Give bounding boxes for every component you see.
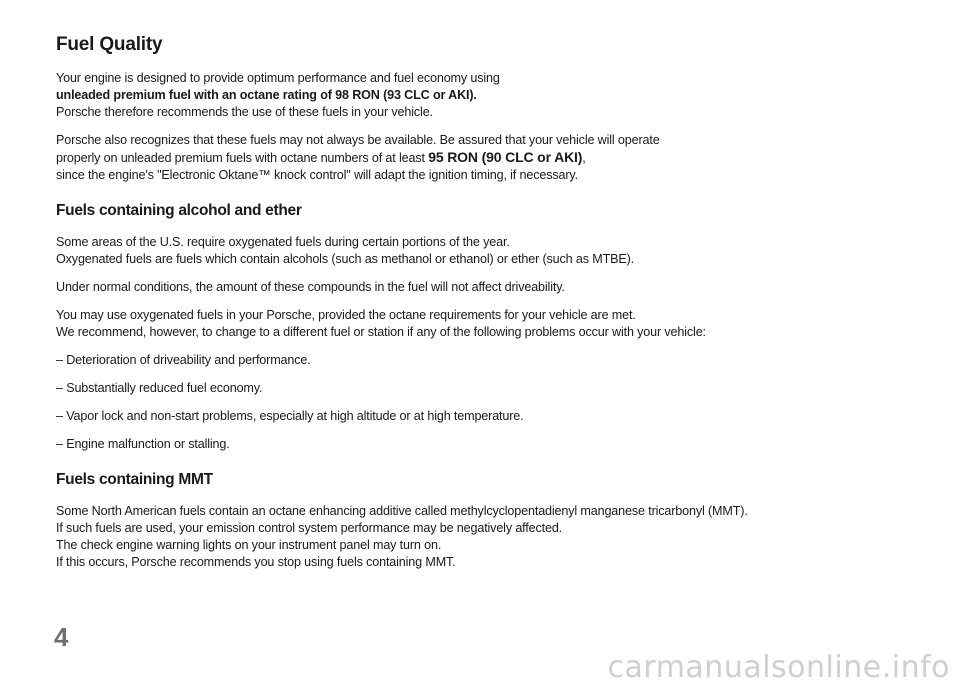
intro-paragraph (56, 70, 916, 121)
page-title: Fuel Quality (56, 34, 163, 55)
intro-line-3: Porsche therefore recommends the use of these fuels in your vehicle. (56, 105, 433, 119)
page-content (56, 34, 916, 582)
mmt-line-2: If such fuels are used, your emission control system performance may be negatively affected. (56, 521, 563, 535)
list-item: – Vapor lock and non-start problems, especially at high altitude or at high temperature. (56, 409, 524, 423)
mmt-heading: Fuels containing MMT (56, 471, 213, 488)
alcohol-p3-line-2: We recommend, however, to change to a different fuel or station if any of the following problems occur with your vehicle: (56, 325, 706, 339)
octane-minimum: 95 RON (90 CLC or AKI) (428, 149, 583, 165)
list-item: – Engine malfunction or stalling. (56, 437, 230, 451)
list-item: – Deterioration of driveability and performance. (56, 353, 311, 367)
alcohol-paragraph-1 (56, 234, 916, 268)
availability-line-1: Porsche also recognizes that these fuels may not always be available. Be assured that your vehicle will operate (56, 133, 660, 147)
intro-line-1: Your engine is designed to provide optimum performance and fuel economy using (56, 71, 500, 85)
alcohol-paragraph-2: Under normal conditions, the amount of these compounds in the fuel will not affect driveability. (56, 280, 565, 294)
mmt-paragraph (56, 503, 916, 571)
availability-line-3: since the engine's "Electronic Oktane™ knock control" will adapt the ignition timing, if necessary. (56, 168, 578, 182)
mmt-line-3: The check engine warning lights on your instrument panel may turn on. (56, 538, 442, 552)
availability-line-2c: , (582, 151, 586, 165)
list-item: – Substantially reduced fuel economy. (56, 381, 263, 395)
alcohol-p1-line-1: Some areas of the U.S. require oxygenated fuels during certain portions of the year. (56, 235, 510, 249)
availability-line-2a: properly on unleaded premium fuels with octane numbers of at least (56, 151, 429, 165)
mmt-line-1: Some North American fuels contain an octane enhancing additive called methylcyclopentadienyl manganese tricarbonyl (MMT). (56, 504, 748, 518)
availability-paragraph (56, 132, 916, 184)
alcohol-heading: Fuels containing alcohol and ether (56, 202, 302, 219)
alcohol-paragraph-3 (56, 307, 916, 341)
availability-line-2 (56, 149, 916, 167)
alcohol-p3-line-1: You may use oxygenated fuels in your Porsche, provided the octane requirements for your vehicle are met. (56, 308, 636, 322)
intro-line-2: unleaded premium fuel with an octane rating of 98 RON (93 CLC or AKI). (56, 88, 477, 102)
alcohol-p1-line-2: Oxygenated fuels are fuels which contain alcohols (such as methanol or ethanol) or ether (such as MTBE). (56, 252, 635, 266)
watermark: carmanualsonline.info (607, 650, 950, 685)
mmt-line-4: If this occurs, Porsche recommends you stop using fuels containing MMT. (56, 555, 456, 569)
page-number: 4 (54, 622, 69, 652)
